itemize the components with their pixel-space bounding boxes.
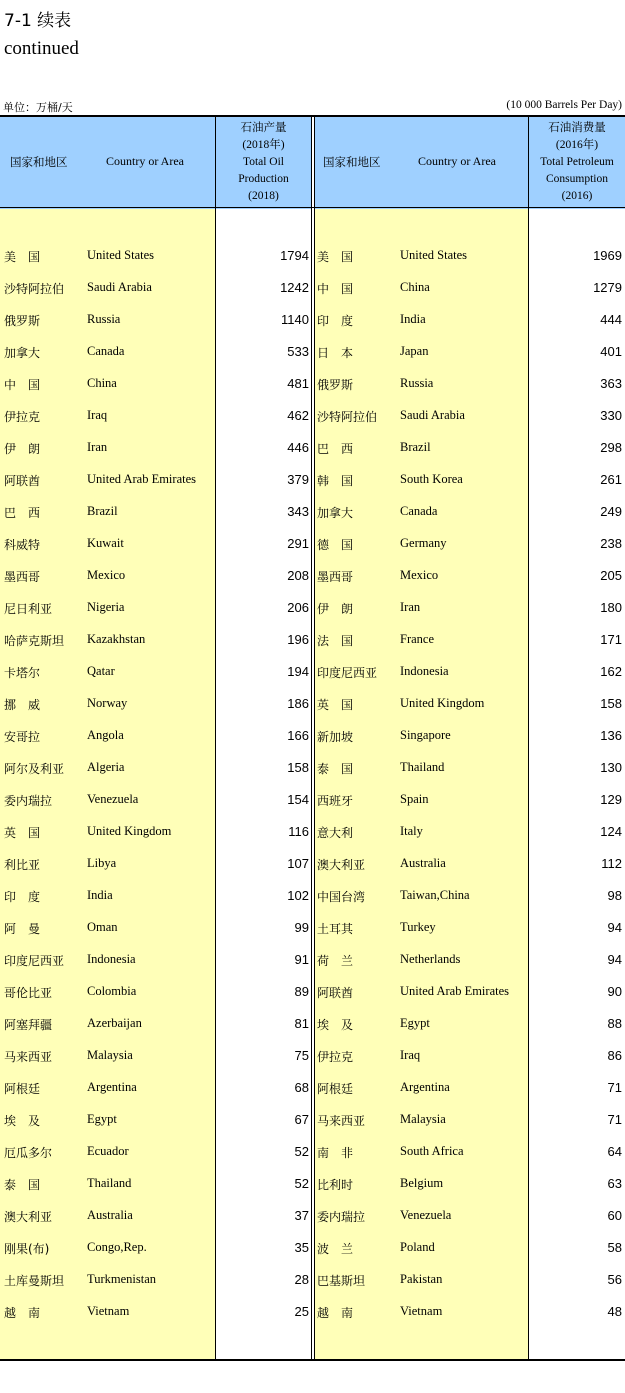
right-country-cn: 沙特阿拉伯	[317, 410, 378, 424]
right-country-cn: 美 国	[317, 250, 354, 264]
right-country-en: Poland	[400, 1240, 435, 1254]
right-country-cn: 阿根廷	[317, 1082, 354, 1096]
left-value: 52	[294, 1176, 309, 1191]
table-row	[0, 728, 625, 760]
left-value: 481	[287, 376, 309, 391]
left-value: 208	[287, 568, 309, 583]
table-title-cn: 7-1 续表	[4, 11, 72, 31]
right-country-cn: 中 国	[317, 282, 354, 296]
right-country-en: Argentina	[400, 1080, 450, 1094]
right-value: 330	[600, 408, 622, 423]
left-value: 158	[287, 760, 309, 775]
left-country-en: Azerbaijan	[87, 1016, 142, 1030]
right-country-cn: 西班牙	[317, 794, 354, 808]
left-value: 68	[294, 1080, 309, 1095]
table-row	[0, 952, 625, 984]
table-row	[0, 984, 625, 1016]
left-country-cn: 卡塔尔	[4, 666, 41, 680]
right-country-en: South Korea	[400, 472, 463, 486]
right-country-en: Spain	[400, 792, 429, 806]
right-country-en: United Kingdom	[400, 696, 485, 710]
left-country-cn: 安哥拉	[4, 730, 41, 744]
left-country-en: Oman	[87, 920, 118, 934]
left-country-cn: 马来西亚	[4, 1050, 53, 1064]
table-row	[0, 1176, 625, 1208]
right-value: 86	[607, 1048, 622, 1063]
right-country-cn: 委内瑞拉	[317, 1210, 366, 1224]
left-country-en: United States	[87, 248, 155, 262]
left-country-cn: 土库曼斯坦	[4, 1274, 65, 1288]
right-country-cn: 英 国	[317, 698, 354, 712]
table-row	[0, 664, 625, 696]
right-value: 298	[600, 440, 622, 455]
table-row	[0, 1112, 625, 1144]
left-value: 446	[287, 440, 309, 455]
left-country-cn: 澳大利亚	[4, 1210, 53, 1224]
table-row	[0, 632, 625, 664]
left-country-cn: 加拿大	[4, 346, 41, 360]
left-country-en: India	[87, 888, 113, 902]
right-country-en: South Africa	[400, 1144, 464, 1158]
right-country-cn: 日 本	[317, 346, 354, 360]
table-row	[0, 824, 625, 856]
right-country-cn: 加拿大	[317, 506, 354, 520]
right-country-header-en: Country or Area	[418, 154, 496, 168]
right-country-en: Iraq	[400, 1048, 421, 1062]
right-country-en: Brazil	[400, 440, 431, 454]
left-country-en: Saudi Arabia	[87, 280, 152, 294]
right-value: 58	[607, 1240, 622, 1255]
right-value: 94	[607, 920, 622, 935]
left-country-cn: 沙特阿拉伯	[4, 282, 65, 296]
right-value: 71	[607, 1112, 622, 1127]
right-country-cn: 南 非	[317, 1146, 354, 1160]
left-value: 196	[287, 632, 309, 647]
table-top-rule	[0, 115, 625, 117]
unit-label-en: (10 000 Barrels Per Day)	[506, 99, 622, 111]
left-country-en: United Arab Emirates	[87, 472, 196, 486]
right-country-en: Japan	[400, 344, 429, 358]
left-country-cn: 挪 威	[4, 698, 41, 712]
left-country-en: Indonesia	[87, 952, 136, 966]
left-country-cn: 伊 朗	[4, 442, 41, 456]
left-country-cn: 中 国	[4, 378, 41, 392]
right-value: 130	[600, 760, 622, 775]
left-country-cn: 刚果(布)	[4, 1242, 50, 1256]
table-row	[0, 408, 625, 440]
left-country-en: Qatar	[87, 664, 115, 678]
right-country-cn: 墨西哥	[317, 570, 354, 584]
right-country-en: Iran	[400, 600, 421, 614]
left-value: 75	[294, 1048, 309, 1063]
left-country-cn: 科威特	[4, 538, 41, 552]
right-value: 171	[600, 632, 622, 647]
table-row	[0, 280, 625, 312]
right-country-en: Egypt	[400, 1016, 430, 1030]
left-country-en: Ecuador	[87, 1144, 129, 1158]
left-value: 206	[287, 600, 309, 615]
right-value: 444	[600, 312, 622, 327]
right-value: 94	[607, 952, 622, 967]
right-country-cn: 阿联酋	[317, 986, 354, 1000]
right-country-en: Germany	[400, 536, 447, 550]
left-country-cn: 美 国	[4, 250, 41, 264]
left-country-cn: 哈萨克斯坦	[4, 634, 65, 648]
right-country-cn: 巴基斯坦	[317, 1274, 366, 1288]
table-row	[0, 1240, 625, 1272]
right-country-cn: 越 南	[317, 1306, 354, 1320]
left-country-en: Argentina	[87, 1080, 137, 1094]
right-country-en: Australia	[400, 856, 446, 870]
table-row	[0, 376, 625, 408]
right-value: 112	[601, 856, 622, 871]
right-value: 71	[607, 1080, 622, 1095]
right-country-cn: 波 兰	[317, 1242, 354, 1256]
right-country-en: Mexico	[400, 568, 439, 582]
right-country-en: United States	[400, 248, 468, 262]
table-row	[0, 248, 625, 280]
left-country-cn: 墨西哥	[4, 570, 41, 584]
right-value: 98	[607, 888, 622, 903]
table-row	[0, 1080, 625, 1112]
left-country-cn: 哥伦比亚	[4, 986, 53, 1000]
left-country-en: Mexico	[87, 568, 126, 582]
left-country-en: Brazil	[87, 504, 118, 518]
left-country-cn: 印 度	[4, 890, 41, 904]
left-country-en: China	[87, 376, 117, 390]
right-country-en: Belgium	[400, 1176, 444, 1190]
left-value: 89	[294, 984, 309, 999]
table-row	[0, 888, 625, 920]
right-value: 238	[600, 536, 622, 551]
left-country-cn: 尼日利亚	[4, 602, 53, 616]
left-value: 28	[294, 1272, 309, 1287]
left-country-en: Canada	[87, 344, 125, 358]
right-country-en: India	[400, 312, 426, 326]
left-value: 37	[294, 1208, 309, 1223]
right-country-en: Russia	[400, 376, 434, 390]
table-title-en: continued	[4, 38, 79, 59]
left-value: 154	[287, 792, 309, 807]
left-country-cn: 阿根廷	[4, 1082, 41, 1096]
right-country-cn: 伊拉克	[317, 1050, 354, 1064]
right-country-en: Netherlands	[400, 952, 461, 966]
unit-label-cn: 单位：万桶/天	[3, 101, 73, 114]
left-value: 1794	[280, 248, 309, 263]
left-country-en: Algeria	[87, 760, 125, 774]
right-country-cn: 印 度	[317, 314, 354, 328]
right-value-header-text: 石油消费量 (2016年) Total Petroleum Consumption (2016)	[540, 122, 614, 202]
right-country-en: Indonesia	[400, 664, 449, 678]
left-country-en: Australia	[87, 1208, 133, 1222]
left-country-en: Norway	[87, 696, 128, 710]
table-row	[0, 600, 625, 632]
right-country-cn: 比利时	[317, 1178, 354, 1192]
table-row	[0, 344, 625, 376]
left-value: 533	[287, 344, 309, 359]
left-value: 116	[288, 824, 309, 839]
table-row	[0, 472, 625, 504]
left-country-cn: 巴 西	[4, 506, 41, 520]
right-value: 180	[600, 600, 622, 615]
left-value: 107	[287, 856, 309, 871]
right-country-en: Singapore	[400, 728, 451, 742]
left-country-en: Venezuela	[87, 792, 139, 806]
left-value: 291	[287, 536, 309, 551]
right-country-cn: 印度尼西亚	[317, 666, 378, 680]
table-row	[0, 856, 625, 888]
left-country-cn: 越 南	[4, 1306, 41, 1320]
left-country-cn: 委内瑞拉	[4, 794, 53, 808]
left-country-header-cn: 国家和地区	[10, 155, 68, 169]
left-country-cn: 英 国	[4, 826, 41, 840]
right-country-cn: 土耳其	[317, 922, 354, 936]
table-row	[0, 760, 625, 792]
table-row	[0, 440, 625, 472]
left-country-en: Iraq	[87, 408, 108, 422]
left-value: 343	[287, 504, 309, 519]
left-country-en: Malaysia	[87, 1048, 133, 1062]
left-value: 67	[294, 1112, 309, 1127]
table-row	[0, 792, 625, 824]
table-row	[0, 1016, 625, 1048]
left-country-en: Egypt	[87, 1112, 117, 1126]
table-row	[0, 1304, 625, 1336]
right-value: 162	[600, 664, 622, 679]
table-row	[0, 1208, 625, 1240]
right-country-en: Italy	[400, 824, 423, 838]
right-country-cn: 澳大利亚	[317, 858, 366, 872]
left-country-cn: 阿塞拜疆	[4, 1018, 53, 1032]
left-country-en: Angola	[87, 728, 124, 742]
left-country-en: Colombia	[87, 984, 137, 998]
left-value: 91	[294, 952, 309, 967]
left-country-en: United Kingdom	[87, 824, 172, 838]
right-value: 64	[607, 1144, 622, 1159]
left-value: 1140	[281, 312, 309, 327]
right-country-en: Thailand	[400, 760, 445, 774]
table-row	[0, 920, 625, 952]
left-country-en: Iran	[87, 440, 108, 454]
right-value: 1279	[593, 280, 622, 295]
left-value: 186	[287, 696, 309, 711]
right-country-cn: 意大利	[317, 826, 354, 840]
left-value: 99	[294, 920, 309, 935]
left-value: 52	[294, 1144, 309, 1159]
right-country-en: Vietnam	[400, 1304, 443, 1318]
right-country-en: Saudi Arabia	[400, 408, 465, 422]
right-country-cn: 新加坡	[317, 730, 354, 744]
table-row	[0, 504, 625, 536]
left-country-en: Nigeria	[87, 600, 125, 614]
right-country-cn: 俄罗斯	[317, 378, 354, 392]
table-row	[0, 312, 625, 344]
right-value: 261	[600, 472, 622, 487]
table-row	[0, 1144, 625, 1176]
left-country-cn: 利比亚	[4, 858, 41, 872]
left-country-en: Kuwait	[87, 536, 124, 550]
right-country-en: China	[400, 280, 430, 294]
right-country-cn: 韩 国	[317, 474, 354, 488]
left-value: 166	[287, 728, 309, 743]
left-value: 462	[287, 408, 309, 423]
table-row	[0, 536, 625, 568]
left-country-en: Thailand	[87, 1176, 132, 1190]
left-country-en: Vietnam	[87, 1304, 130, 1318]
right-country-en: Taiwan,China	[400, 888, 470, 902]
table-bottom-rule	[0, 1359, 625, 1361]
left-country-en: Russia	[87, 312, 121, 326]
left-country-en: Kazakhstan	[87, 632, 146, 646]
right-value: 88	[607, 1016, 622, 1031]
right-value: 205	[600, 568, 622, 583]
right-country-en: France	[400, 632, 435, 646]
table-row	[0, 1272, 625, 1304]
right-value: 124	[600, 824, 622, 839]
right-country-cn: 马来西亚	[317, 1114, 366, 1128]
right-value: 60	[607, 1208, 622, 1223]
left-country-cn: 阿联酋	[4, 474, 41, 488]
right-country-en: Venezuela	[400, 1208, 452, 1222]
left-country-cn: 阿尔及利亚	[4, 762, 65, 776]
left-country-en: Congo,Rep.	[87, 1240, 147, 1254]
right-country-cn: 中国台湾	[317, 890, 366, 904]
left-country-cn: 厄瓜多尔	[4, 1146, 53, 1160]
left-country-header-en: Country or Area	[106, 154, 184, 168]
right-value: 363	[600, 376, 622, 391]
right-country-cn: 荷 兰	[317, 954, 354, 968]
left-value: 25	[294, 1304, 309, 1319]
right-country-cn: 法 国	[317, 634, 354, 648]
left-country-cn: 伊拉克	[4, 410, 41, 424]
left-value: 1242	[280, 280, 309, 295]
right-value: 401	[600, 344, 622, 359]
right-country-en: Pakistan	[400, 1272, 443, 1286]
table-row	[0, 568, 625, 600]
right-country-cn: 德 国	[317, 538, 354, 552]
right-country-cn: 伊 朗	[317, 602, 354, 616]
left-value: 35	[294, 1240, 309, 1255]
left-value: 379	[287, 472, 309, 487]
left-country-cn: 泰 国	[4, 1178, 41, 1192]
left-country-cn: 俄罗斯	[4, 314, 41, 328]
right-value: 249	[600, 504, 622, 519]
left-value: 102	[287, 888, 309, 903]
data-table	[0, 115, 625, 1361]
right-value: 1969	[593, 248, 622, 263]
right-country-en: United Arab Emirates	[400, 984, 509, 998]
table-row	[0, 1048, 625, 1080]
right-country-cn: 埃 及	[317, 1018, 354, 1032]
right-value: 48	[607, 1304, 622, 1319]
header-rule	[0, 207, 625, 208]
left-value: 81	[294, 1016, 309, 1031]
left-country-en: Libya	[87, 856, 117, 870]
table-row	[0, 696, 625, 728]
left-country-cn: 埃 及	[4, 1114, 41, 1128]
right-value: 90	[607, 984, 622, 999]
right-value: 158	[600, 696, 622, 711]
right-value: 56	[607, 1272, 622, 1287]
left-value-header-text: 石油产量 (2018年) Total Oil Production (2018)	[238, 122, 289, 202]
left-country-en: Turkmenistan	[87, 1272, 156, 1286]
right-value: 63	[607, 1176, 622, 1191]
right-value: 129	[600, 792, 622, 807]
left-country-cn: 阿 曼	[4, 922, 41, 936]
left-country-cn: 印度尼西亚	[4, 954, 65, 968]
right-country-cn: 泰 国	[317, 762, 354, 776]
right-country-cn: 巴 西	[317, 442, 354, 456]
right-country-en: Canada	[400, 504, 438, 518]
right-country-en: Turkey	[400, 920, 436, 934]
right-value: 136	[600, 728, 622, 743]
left-value: 194	[287, 664, 309, 679]
right-country-header-cn: 国家和地区	[323, 155, 381, 169]
right-country-en: Malaysia	[400, 1112, 446, 1126]
